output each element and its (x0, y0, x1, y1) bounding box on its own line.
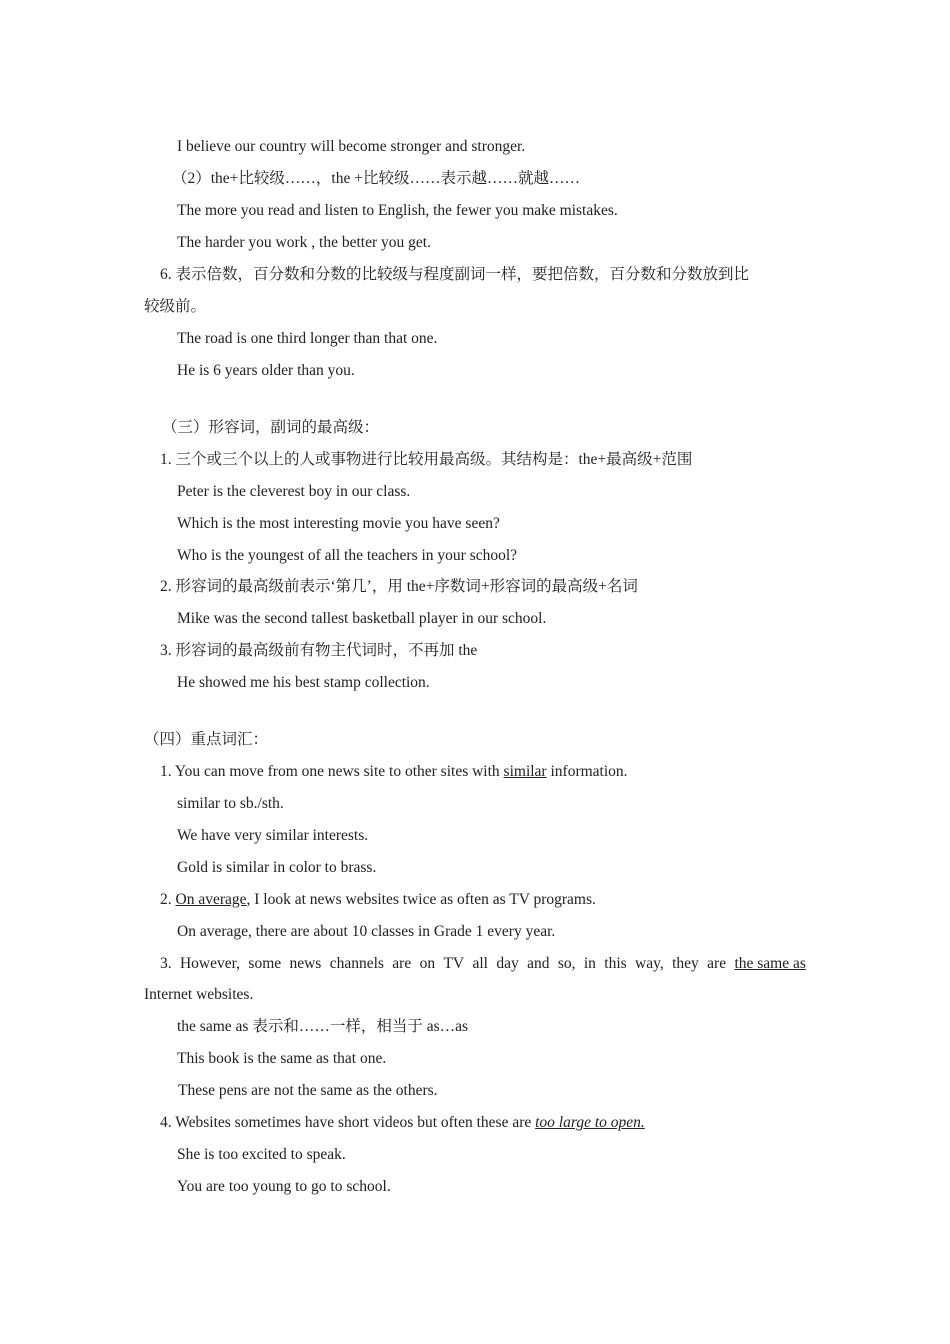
text-line: （2）the+比较级……，the +比较级……表示越……就越…… (172, 170, 580, 187)
text-run: , I look at news websites twice as often as TV programs. (246, 891, 596, 908)
word: are (707, 955, 727, 972)
text-line: I believe our country will become stronger and stronger. (177, 138, 526, 155)
section-heading: （三）形容词，副词的最高级： (162, 419, 380, 436)
text-line: He showed me his best stamp collection. (177, 674, 430, 691)
text-line: He is 6 years older than you. (177, 362, 355, 379)
underlined-word: similar (503, 763, 547, 780)
word: TV (443, 955, 465, 972)
text-line: This book is the same as that one. (177, 1050, 387, 1067)
text-line: 较级前。 (144, 298, 207, 315)
list-item-heading (160, 762, 628, 782)
list-item-heading: 3. 形容词的最高级前有物主代词时，不再加 the (160, 642, 478, 659)
underlined-phrase: the same as (734, 955, 806, 972)
word: this (604, 955, 627, 972)
text-line: similar to sb./sth. (177, 795, 284, 812)
text-line: Which is the most interesting movie you have seen? (177, 515, 500, 532)
list-item-heading (160, 1113, 645, 1133)
text-line: Peter is the cleverest boy in our class. (177, 483, 411, 500)
word: and (527, 955, 550, 972)
text-line: The road is one third longer than that one. (177, 330, 438, 347)
word: channels (329, 955, 384, 972)
word: they (672, 955, 699, 972)
text-line: Who is the youngest of all the teachers in your school? (177, 547, 518, 564)
text-line: Mike was the second tallest basketball player in our school. (177, 610, 547, 627)
underlined-italic-phrase: too large to open. (535, 1114, 645, 1131)
word: on (419, 955, 436, 972)
text-run: information. (546, 763, 628, 780)
word: way, (635, 955, 664, 972)
text-line: She is too excited to speak. (177, 1146, 346, 1163)
underlined-phrase: On average (175, 891, 247, 908)
list-item-heading: 1. 三个或三个以上的人或事物进行比较用最高级。其结构是：the+最高级+范围 (160, 451, 693, 468)
text-run: 2. (160, 891, 176, 908)
word: some (248, 955, 282, 972)
word: so, (557, 955, 576, 972)
word: in (583, 955, 596, 972)
list-item-heading: 6. 表示倍数，百分数和分数的比较级与程度副词一样，要把倍数，百分数和分数放到比 (160, 266, 750, 283)
text-line: We have very similar interests. (177, 827, 369, 844)
word: 3. (160, 955, 172, 972)
word: However, (179, 955, 241, 972)
text-line: The more you read and listen to English, the fewer you make mistakes. (177, 202, 618, 219)
text-line: Internet websites. (144, 986, 254, 1003)
word: all (472, 955, 488, 972)
text-line: You are too young to go to school. (177, 1178, 391, 1195)
text-run: 4. Websites sometimes have short videos but often these are (160, 1114, 536, 1131)
list-item-heading: 2. 形容词的最高级前表示‘第几’，用 the+序数词+形容词的最高级+名词 (160, 578, 638, 595)
word: news (289, 955, 322, 972)
text-line: the same as 表示和……一样，相当于 as…as (177, 1018, 469, 1035)
text-line: Gold is similar in color to brass. (177, 859, 377, 876)
list-item-heading (160, 954, 806, 974)
section-heading: （四）重点词汇： (144, 731, 269, 748)
text-line: On average, there are about 10 classes in Grade 1 every year. (177, 923, 556, 940)
word: day (496, 955, 519, 972)
text-line: These pens are not the same as the others. (178, 1082, 438, 1099)
list-item-heading (160, 890, 596, 910)
text-run: 1. You can move from one news site to other sites with (160, 763, 504, 780)
word: are (392, 955, 412, 972)
text-line: The harder you work , the better you get. (177, 234, 431, 251)
